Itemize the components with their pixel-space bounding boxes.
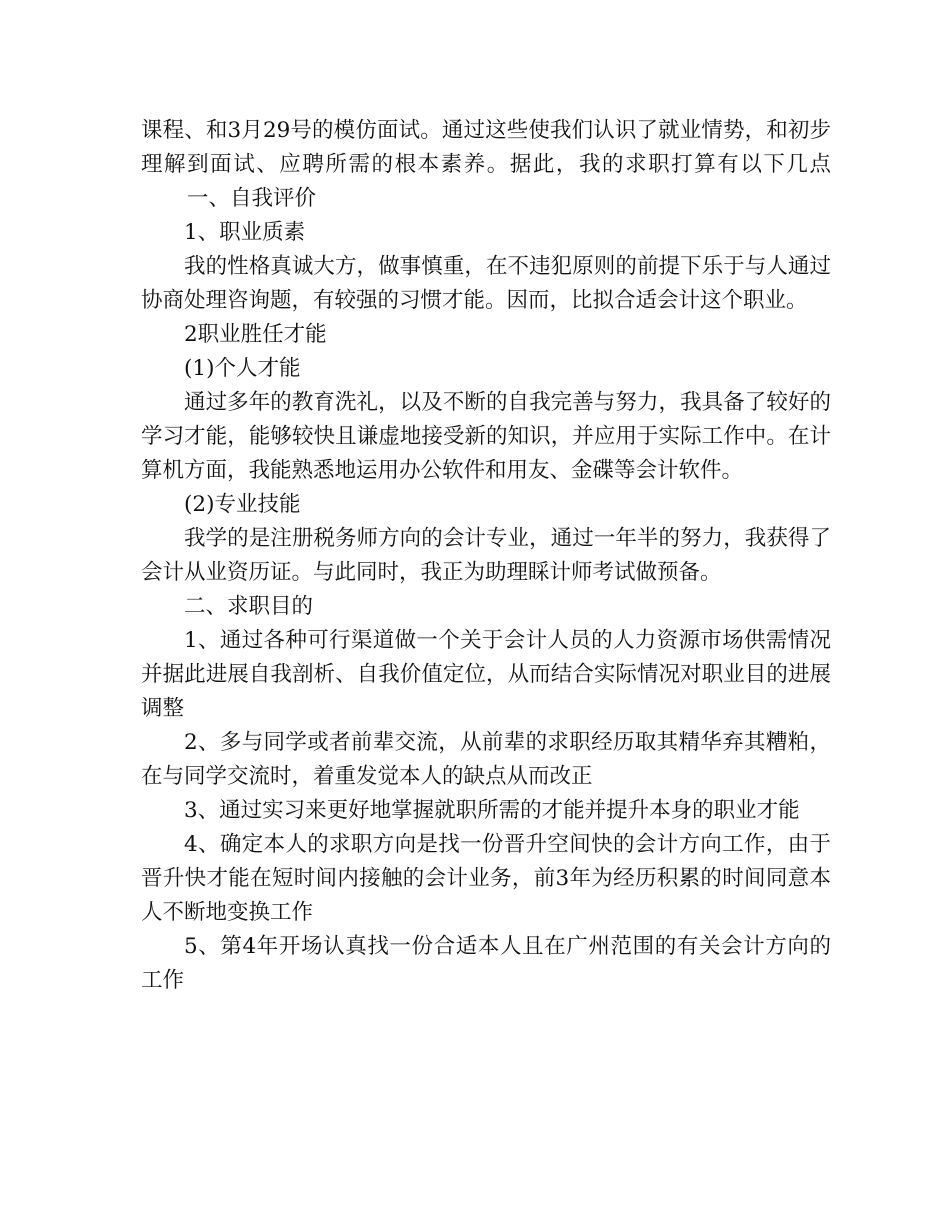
paragraph-intro xyxy=(141,114,831,216)
document-body xyxy=(141,114,831,998)
subheading-job-competence: 2职业胜任才能 xyxy=(184,322,327,347)
list-item-objective-2: 2、多与同学或者前辈交流，从前辈的求职经历取其精华弃其糟粕，在与同学交流时，着重发觉本人的缺点从而改正 xyxy=(141,730,831,789)
paragraph-text: 课程、和3月29号的模仿面试。通过这些使我们认识了就业情势，和初步理解到面试、应聘所需的根本素养。据此，我的求职打算有以下几点 xyxy=(141,118,831,177)
list-item-objective-4: 4、确定本人的求职方向是找一份晋升空间快的会计方向工作，由于晋升快才能在短时间内接触的会计业务，前3年为经历积累的时间同意本人不断地变换工作 xyxy=(141,832,831,925)
list-item-objective-1: 1、通过各种可行渠道做一个关于会计人员的人力资源市场供需情况并据此进展自我剖析、自我价值定位，从而结合实际情况对职业目的进展调整 xyxy=(141,628,831,721)
section-heading-self-evaluation: 一、自我评价 xyxy=(187,186,317,211)
paragraph-learning-ability: 通过多年的教育洗礼，以及不断的自我完善与努力，我具备了较好的学习才能，能够较快且谦虚地接受新的知识，并应用于实际工作中。在计算机方面，我能熟悉地运用办公软件和用友、金碟等会计软件。 xyxy=(141,390,831,483)
section-heading-job-objectives: 二、求职目的 xyxy=(184,594,314,619)
list-item-objective-5: 5、第4年开场认真找一份合适本人且在广州范围的有关会计方向的工作 xyxy=(141,934,831,993)
subheading-professional-quality: 1、职业质素 xyxy=(184,220,306,245)
subheading-personal-ability: (1)个人才能 xyxy=(184,356,301,381)
subheading-professional-skills: (2)专业技能 xyxy=(184,492,301,517)
paragraph-accounting-major: 我学的是注册税务师方向的会计专业，通过一年半的努力，我获得了会计从业资历证。与此同时，我正为助理睬计师考试做预备。 xyxy=(141,526,831,585)
list-item-objective-3: 3、通过实习来更好地掌握就职所需的才能并提升本身的职业才能 xyxy=(184,798,800,823)
paragraph-personality: 我的性格真诚大方，做事慎重，在不违犯原则的前提下乐于与人通过协商处理咨询题，有较强的习惯才能。因而，比拟合适会计这个职业。 xyxy=(141,254,831,313)
